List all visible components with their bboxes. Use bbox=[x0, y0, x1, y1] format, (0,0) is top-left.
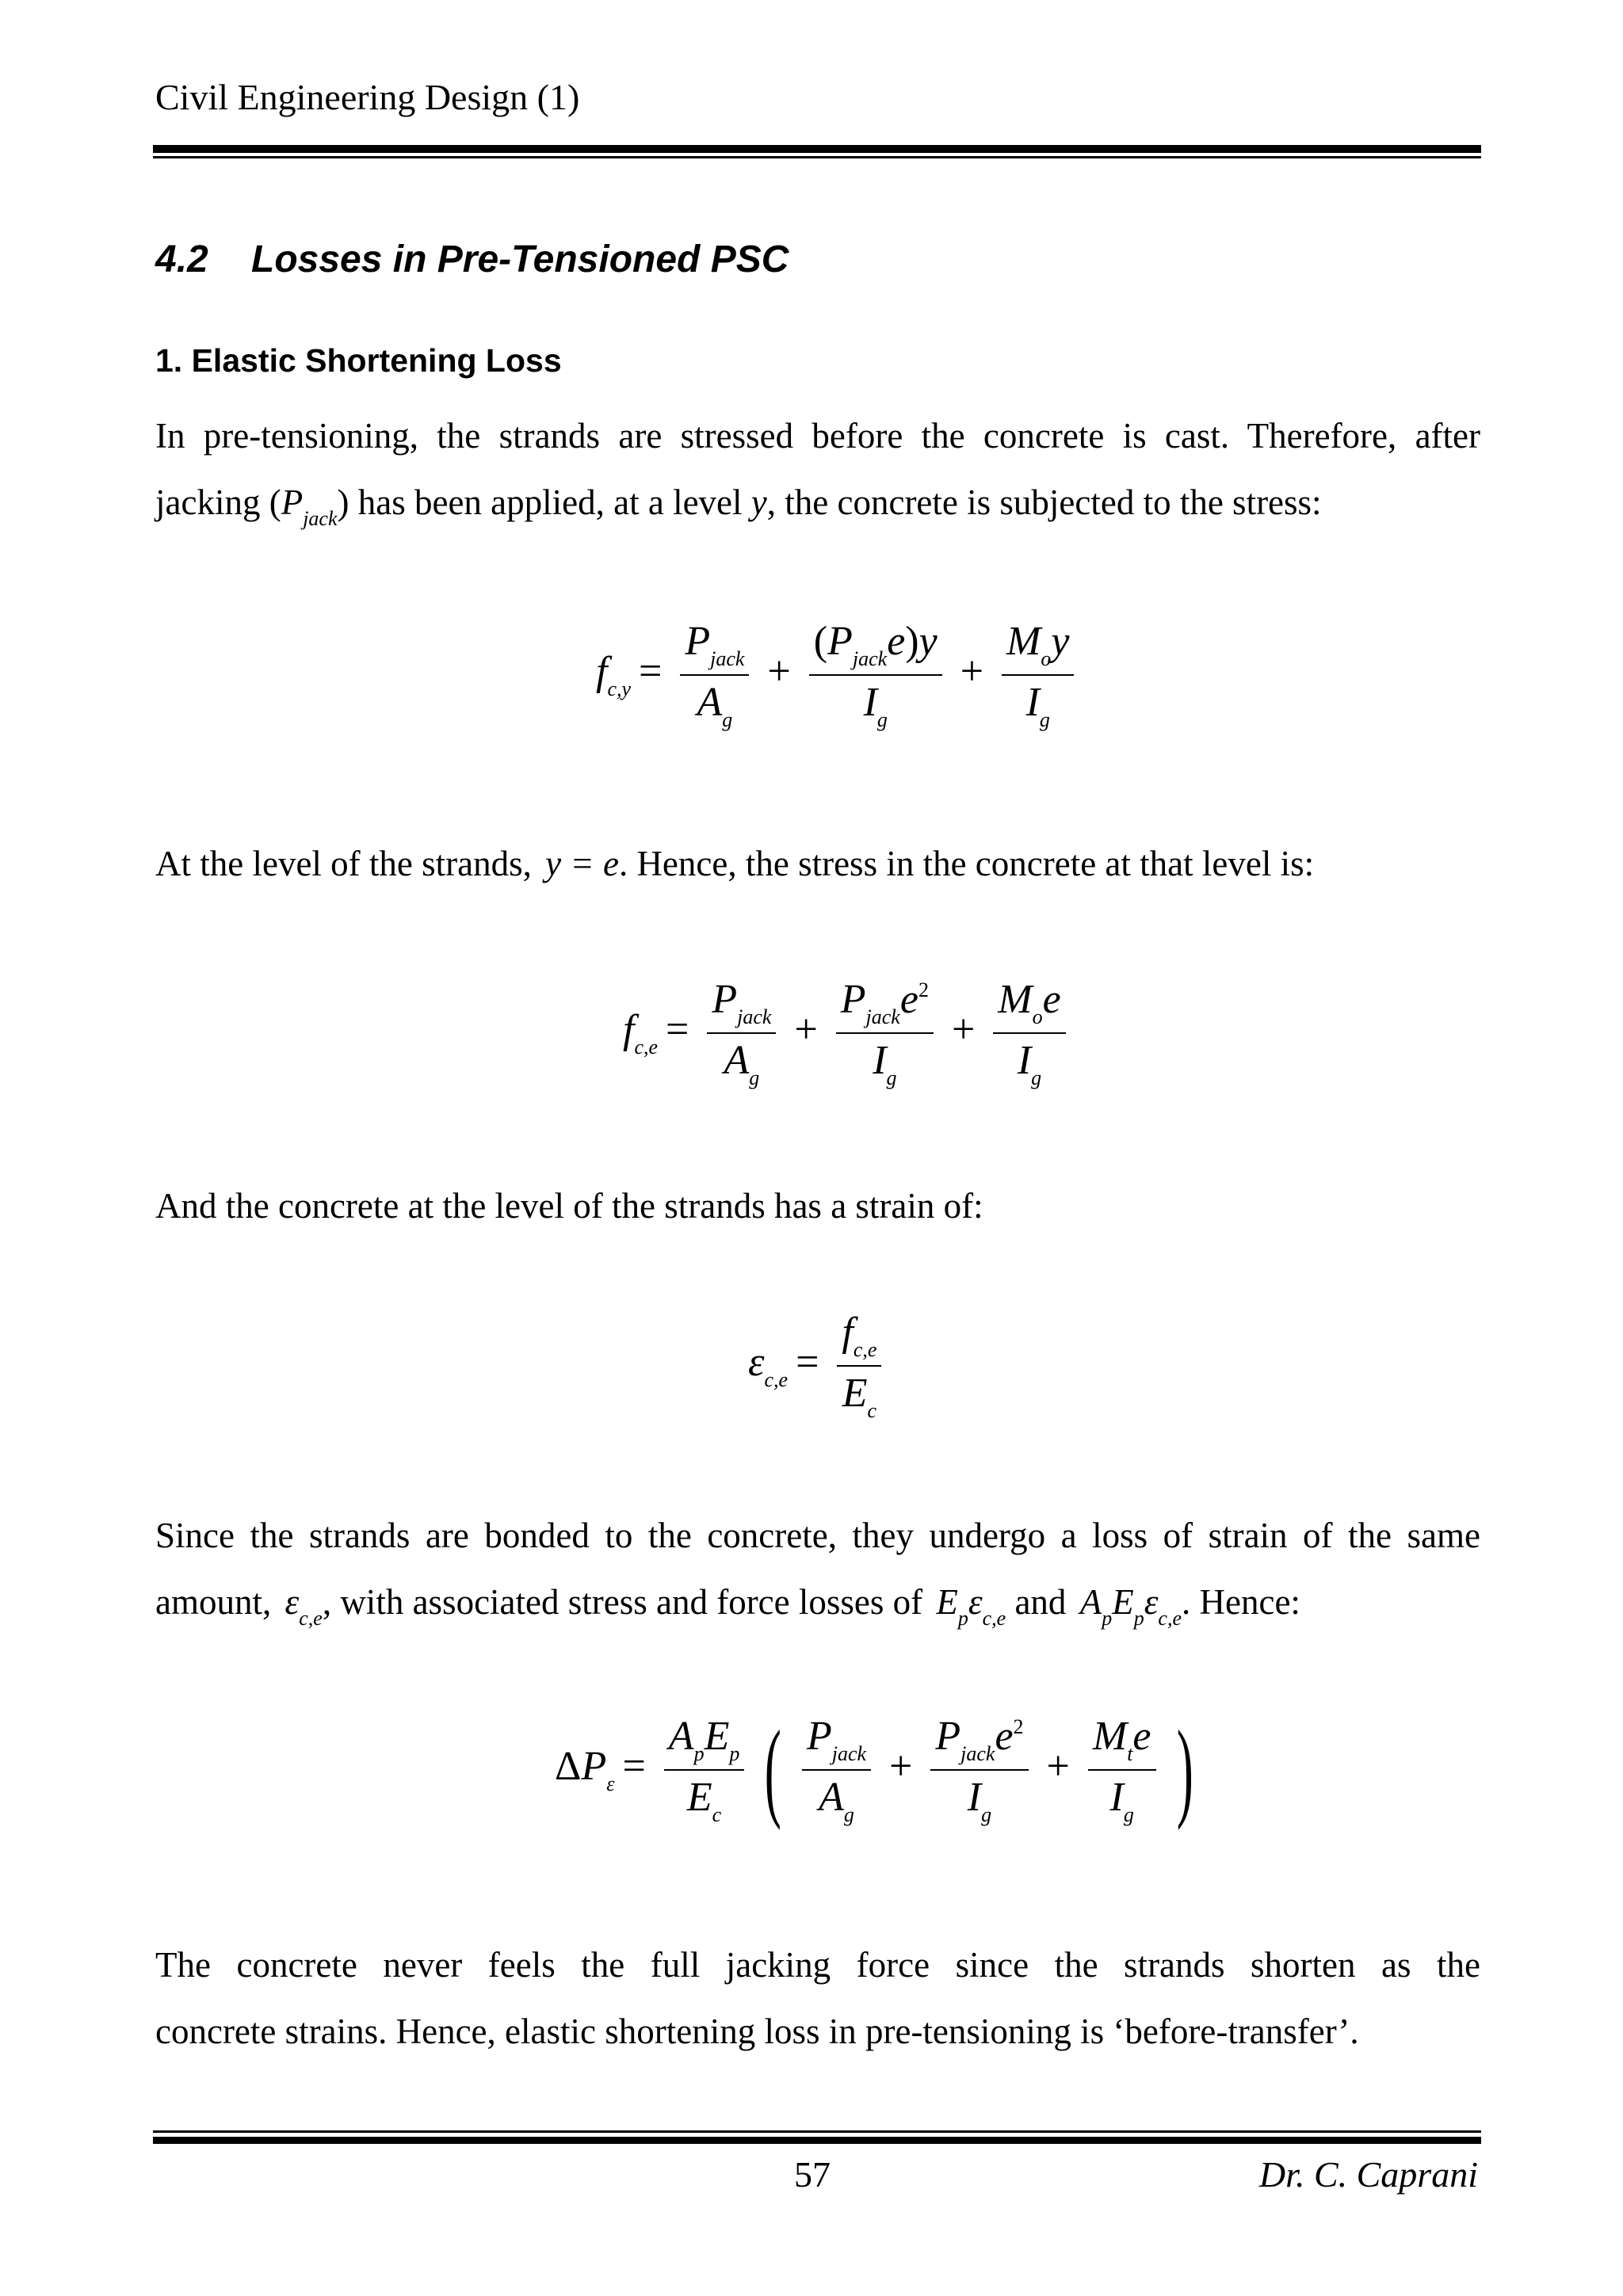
inline-equation: y = e bbox=[545, 844, 619, 883]
subsection-heading: 1. Elastic Shortening Loss bbox=[155, 342, 562, 379]
page-number: 57 bbox=[794, 2154, 831, 2195]
subscript-jack: jack bbox=[303, 507, 338, 530]
footer-author: Dr. C. Caprani bbox=[1258, 2154, 1478, 2195]
header-rule-thin bbox=[153, 156, 1481, 158]
paragraph-conclusion-line1: The concrete never feels the full jacking force since the strands shorten as the bbox=[155, 1945, 1480, 1985]
text-fragment: At the level of the strands, bbox=[155, 844, 532, 883]
text-fragment: amount, bbox=[155, 1582, 272, 1622]
header-rule-thick bbox=[153, 145, 1481, 153]
section-heading bbox=[155, 238, 789, 281]
footer-rule-thick bbox=[153, 2137, 1481, 2144]
paragraph-bonded-strands-line2: amount, $\varepsilon_{c,e}$, with associated stress and force losses of $E_p\varepsilon_{c,e}$ and $A_pE_p\varepsilon_{c,e}$. Hence: bbox=[155, 1582, 1300, 1630]
equation-stress-at-strands: $f_{c,e}$ = $\frac{P_{jack}}{A_g}$ + $\frac{P_{jack}e^2}{I_g}$ + $\frac{M_oe}{I_g}$ bbox=[623, 976, 1066, 1090]
paragraph-bonded-strands-line1: Since the strands are bonded to the concrete, they undergo a loss of strain of the same bbox=[155, 1516, 1480, 1555]
text-fragment: jacking ( bbox=[155, 482, 281, 522]
text-fragment: ) has been applied, at a level bbox=[337, 482, 751, 522]
symbol-y: y bbox=[750, 482, 767, 522]
paragraph-strain: And the concrete at the level of the strands has a strain of: bbox=[155, 1186, 983, 1226]
text-fragment: . Hence, the stress in the concrete at that level is: bbox=[618, 844, 1315, 883]
equation-stress-at-level-y: $f_{c,y}$ = $\frac{P_{jack}}{A_g}$ + $\frac{(P_{jack}e)y}{I_g}$ + $\frac{M_oy}{I_g}$ bbox=[596, 618, 1074, 732]
paragraph-intro-line1: In pre-tensioning, the strands are stressed before the concrete is cast. Therefore, after bbox=[155, 416, 1480, 456]
text-fragment: and bbox=[1014, 1582, 1067, 1622]
text-fragment: . Hence: bbox=[1182, 1582, 1300, 1622]
equation-force-loss: $\Delta P_\varepsilon$ = $\frac{A_pE_p}{E_c}$ ( $\frac{P_{jack}}{A_g}$ + $\frac{P_{jack}e^2}{I_g}$ + $\frac{M_te}{I_g}$ ) bbox=[555, 1708, 1193, 1831]
section-number: 4.2 bbox=[155, 238, 208, 280]
running-header: Civil Engineering Design (1) bbox=[155, 77, 580, 117]
paragraph-level-of-strands bbox=[155, 830, 1480, 897]
paragraph-conclusion-line2: concrete strains. Hence, elastic shortening loss in pre-tensioning is ‘before-transfer’. bbox=[155, 2012, 1359, 2051]
symbol-p: P bbox=[281, 482, 304, 522]
text-fragment: , the concrete is subjected to the stress: bbox=[766, 482, 1322, 522]
equation-strain: $\varepsilon_{c,e}$ = $\frac{f_{c,e}}{E_c}$ bbox=[748, 1309, 881, 1423]
footer-rule-thin bbox=[153, 2130, 1481, 2133]
text-fragment: , with associated stress and force losses of bbox=[322, 1582, 923, 1622]
paragraph-intro-line2 bbox=[155, 469, 1480, 552]
section-title: Losses in Pre-Tensioned PSC bbox=[251, 238, 789, 280]
